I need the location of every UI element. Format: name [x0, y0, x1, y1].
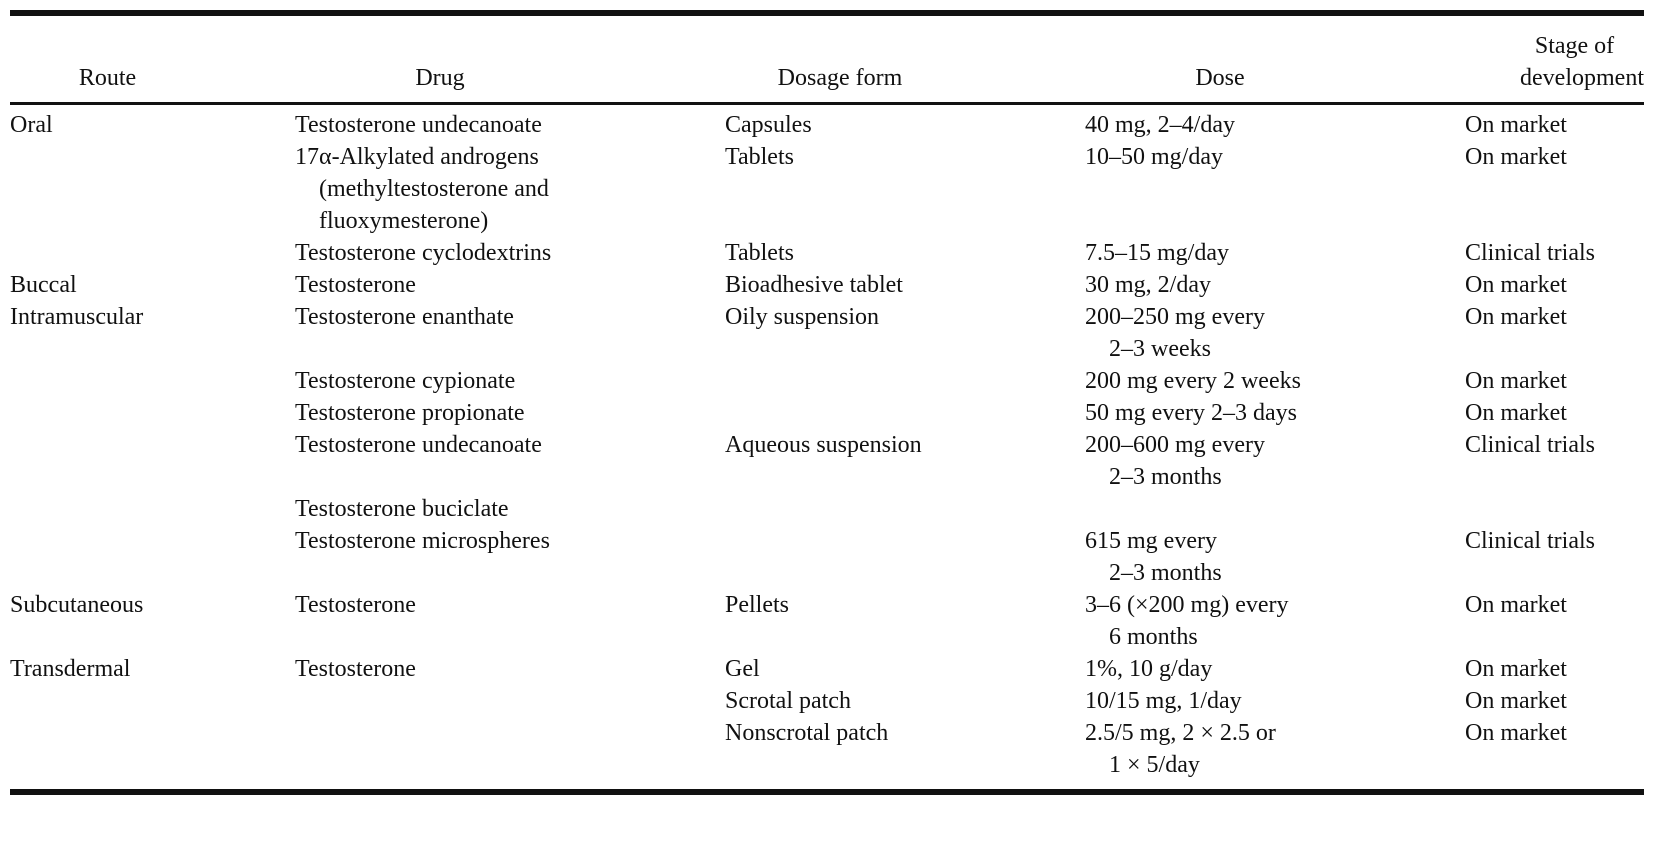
- bottom-rule: [10, 789, 1644, 795]
- dose-line: 3–6 (×200 mg) every: [1085, 592, 1289, 618]
- cell-dose: [1085, 237, 1465, 269]
- dose-line: 200–600 mg every: [1085, 432, 1265, 458]
- table-row: [10, 653, 1644, 685]
- cell-drug: [295, 429, 725, 493]
- cell-dose: [1085, 493, 1465, 525]
- cell-stage: On market: [1465, 304, 1567, 330]
- drug-line: Testosterone: [295, 592, 416, 618]
- dose-line: 615 mg every: [1085, 528, 1217, 554]
- dose-line: 6 months: [1109, 624, 1198, 650]
- drug-line: Testosterone cyclodextrins: [295, 240, 552, 266]
- cell-stage: On market: [1465, 656, 1567, 682]
- cell-dosage-form: [725, 493, 1085, 525]
- cell-drug: [295, 685, 725, 717]
- cell-drug: [295, 717, 725, 789]
- cell-stage: Clinical trials: [1465, 432, 1595, 458]
- cell-dosage-form: [725, 397, 1085, 429]
- cell-stage: On market: [1465, 400, 1567, 426]
- dose-line: 200 mg every 2 weeks: [1085, 368, 1301, 394]
- cell-dose: [1085, 717, 1465, 789]
- drug-line: Testosterone propionate: [295, 400, 525, 426]
- cell-drug: [295, 525, 725, 589]
- table-body-rows: [10, 105, 1644, 789]
- cell-route: [10, 525, 295, 589]
- cell-route: [10, 429, 295, 493]
- header-stage: [1465, 16, 1644, 102]
- dosage-table-container: [10, 10, 1644, 795]
- cell-route: Intramuscular: [10, 304, 144, 330]
- table-row: [10, 141, 1644, 237]
- drug-line: Testosterone cypionate: [295, 368, 516, 394]
- table-row: [10, 301, 1644, 365]
- header-dosage-form: Dosage form: [777, 65, 903, 91]
- table-row: [10, 525, 1644, 589]
- cell-route: [10, 365, 295, 397]
- cell-dose: [1085, 301, 1465, 365]
- cell-dosage-form: Oily suspension: [725, 304, 880, 330]
- cell-drug: [295, 397, 725, 429]
- cell-route: Buccal: [10, 272, 77, 298]
- drug-line: Testosterone: [295, 656, 416, 682]
- cell-dosage-form: Bioadhesive tablet: [725, 272, 903, 298]
- cell-stage: On market: [1465, 112, 1567, 138]
- table-body: [10, 105, 1644, 789]
- drug-line: (methyltestosterone and: [319, 176, 549, 202]
- cell-dosage-form: Gel: [725, 656, 760, 682]
- table-row: [10, 237, 1644, 269]
- cell-route: [10, 141, 295, 237]
- cell-drug: [295, 269, 725, 301]
- cell-stage: Clinical trials: [1465, 528, 1595, 554]
- drug-line: 17α-Alkylated androgens: [295, 144, 539, 170]
- drug-line: Testosterone undecanoate: [295, 112, 542, 138]
- cell-dosage-form: Pellets: [725, 592, 789, 618]
- cell-route: [10, 685, 295, 717]
- dose-line: 1%, 10 g/day: [1085, 656, 1213, 682]
- cell-dose: [1085, 685, 1465, 717]
- dose-line: [1085, 493, 1465, 525]
- dose-line: 2–3 months: [1109, 560, 1222, 586]
- cell-route: Oral: [10, 112, 53, 138]
- table-row: [10, 397, 1644, 429]
- cell-dosage-form: Tablets: [725, 144, 794, 170]
- cell-dose: [1085, 397, 1465, 429]
- cell-dose: [1085, 589, 1465, 653]
- header-stage-line2: development: [1520, 65, 1644, 91]
- cell-dose: [1085, 269, 1465, 301]
- drug-line: Testosterone microspheres: [295, 528, 550, 554]
- cell-dose: [1085, 653, 1465, 685]
- header-dose: Dose: [1195, 65, 1245, 91]
- drug-line: Testosterone enanthate: [295, 304, 514, 330]
- cell-dose: [1085, 525, 1465, 589]
- table-row: [10, 105, 1644, 141]
- dose-line: 2.5/5 mg, 2 × 2.5 or: [1085, 720, 1276, 746]
- cell-stage: On market: [1465, 592, 1567, 618]
- drug-line: fluoxymesterone): [319, 208, 489, 234]
- dose-line: 1 × 5/day: [1109, 752, 1200, 778]
- drug-line: Testosterone buciclate: [295, 496, 509, 522]
- table-row: [10, 365, 1644, 397]
- dose-line: 2–3 weeks: [1109, 336, 1211, 362]
- cell-dose: [1085, 429, 1465, 493]
- dose-line: 2–3 months: [1109, 464, 1222, 490]
- cell-drug: [295, 237, 725, 269]
- cell-drug: [295, 493, 725, 525]
- dose-line: 50 mg every 2–3 days: [1085, 400, 1297, 426]
- header-drug: Drug: [415, 65, 465, 91]
- dose-line: 10–50 mg/day: [1085, 144, 1223, 170]
- cell-dosage-form: [725, 365, 1085, 397]
- cell-dosage-form: Scrotal patch: [725, 688, 851, 714]
- cell-drug: [295, 105, 725, 141]
- cell-drug: [295, 589, 725, 653]
- table-row: [10, 685, 1644, 717]
- cell-route: [10, 717, 295, 789]
- cell-stage: On market: [1465, 688, 1567, 714]
- cell-drug: [295, 365, 725, 397]
- cell-dosage-form: Aqueous suspension: [725, 432, 922, 458]
- cell-dose: [1085, 365, 1465, 397]
- cell-stage: On market: [1465, 720, 1567, 746]
- dose-line: 200–250 mg every: [1085, 304, 1265, 330]
- table-row: [10, 717, 1644, 789]
- header-route: Route: [78, 65, 137, 91]
- cell-route: [10, 397, 295, 429]
- cell-dosage-form: Capsules: [725, 112, 812, 138]
- header-stage-line1: Stage of: [1534, 33, 1615, 59]
- cell-stage: On market: [1465, 144, 1567, 170]
- cell-dosage-form: Tablets: [725, 240, 794, 266]
- cell-dosage-form: [725, 525, 1085, 589]
- table-row: [10, 493, 1644, 525]
- cell-dose: [1085, 141, 1465, 237]
- cell-route: [10, 237, 295, 269]
- androgen-preparations-table: [10, 16, 1644, 102]
- cell-route: Subcutaneous: [10, 592, 144, 618]
- cell-route: Transdermal: [10, 656, 131, 682]
- dose-line: 40 mg, 2–4/day: [1085, 112, 1235, 138]
- dose-line: 7.5–15 mg/day: [1085, 240, 1229, 266]
- cell-route: [10, 493, 295, 525]
- dose-line: 10/15 mg, 1/day: [1085, 688, 1242, 714]
- cell-stage: Clinical trials: [1465, 240, 1595, 266]
- dose-line: 30 mg, 2/day: [1085, 272, 1211, 298]
- drug-line: Testosterone: [295, 272, 416, 298]
- cell-drug: [295, 301, 725, 365]
- cell-stage: On market: [1465, 272, 1567, 298]
- cell-drug: [295, 141, 725, 237]
- table-row: [10, 429, 1644, 493]
- cell-drug: [295, 653, 725, 685]
- cell-stage: On market: [1465, 368, 1567, 394]
- table-row: [10, 269, 1644, 301]
- table-header: [10, 16, 1644, 102]
- cell-dosage-form: Nonscrotal patch: [725, 720, 889, 746]
- cell-dose: [1085, 105, 1465, 141]
- drug-line: Testosterone undecanoate: [295, 432, 542, 458]
- table-row: [10, 589, 1644, 653]
- cell-stage: [1465, 493, 1644, 525]
